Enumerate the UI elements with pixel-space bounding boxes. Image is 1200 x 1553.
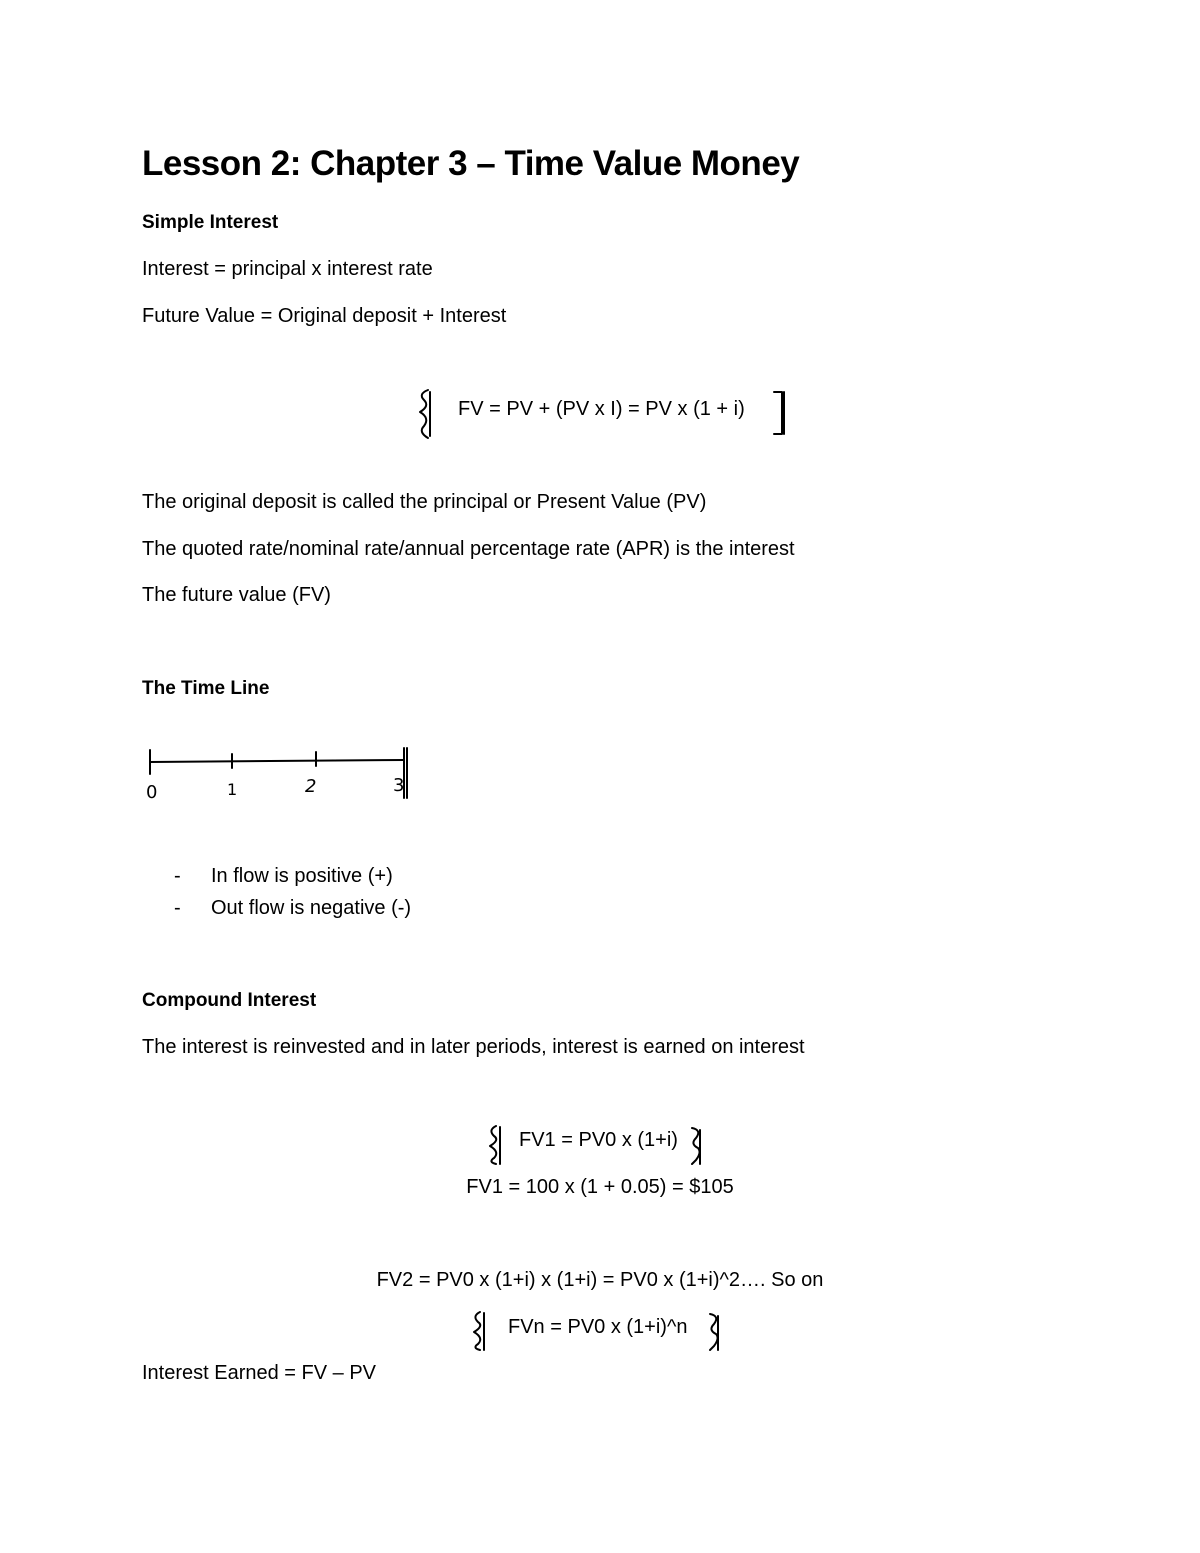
- bullet-marker: -: [174, 897, 181, 919]
- principal-definition: The original deposit is called the principal or Present Value (PV): [142, 491, 707, 513]
- fvn-formula: FVn = PV0 x (1+i)^n: [508, 1316, 688, 1338]
- tick-label-3: 3: [393, 775, 405, 796]
- fv1-example: FV1 = 100 x (1 + 0.05) = $105: [466, 1176, 734, 1198]
- right-bracket-mark: [688, 1124, 710, 1166]
- right-bracket-mark: [706, 1310, 728, 1352]
- interest-definition: Interest = principal x interest rate: [142, 258, 433, 280]
- left-bracket-mark: [486, 1124, 508, 1166]
- outflow-bullet: Out flow is negative (-): [211, 897, 412, 919]
- fv1-formula: FV1 = PV0 x (1+i): [519, 1129, 678, 1151]
- compound-interest-heading: Compound Interest: [142, 990, 317, 1011]
- compound-interest-description: The interest is reinvested and in later periods, interest is earned on interest: [142, 1036, 805, 1058]
- right-bracket-mark: [770, 388, 794, 440]
- left-bracket-mark: [470, 1310, 492, 1352]
- bullet-marker: -: [174, 865, 181, 887]
- page-title: Lesson 2: Chapter 3 – Time Value Money: [142, 144, 800, 183]
- future-value-label: The future value (FV): [142, 584, 331, 606]
- simple-interest-heading: Simple Interest: [142, 212, 279, 233]
- rate-definition: The quoted rate/nominal rate/annual percentage rate (APR) is the interest: [142, 538, 795, 560]
- left-bracket-mark: [414, 388, 438, 440]
- inflow-bullet: In flow is positive (+): [211, 865, 393, 887]
- future-value-definition: Future Value = Original deposit + Interest: [142, 305, 507, 327]
- tick-label-2: 2: [305, 776, 317, 797]
- time-line-heading: The Time Line: [142, 678, 270, 699]
- tick-label-1: 1: [227, 780, 238, 799]
- time-line-diagram: [140, 744, 420, 804]
- interest-earned: Interest Earned = FV – PV: [142, 1362, 377, 1384]
- tick-label-0: 0: [146, 782, 158, 803]
- fv2-formula: FV2 = PV0 x (1+i) x (1+i) = PV0 x (1+i)^2…. So on: [376, 1269, 824, 1291]
- time-line-axis: [150, 760, 404, 762]
- simple-interest-formula: FV = PV + (PV x I) = PV x (1 + i): [458, 398, 745, 420]
